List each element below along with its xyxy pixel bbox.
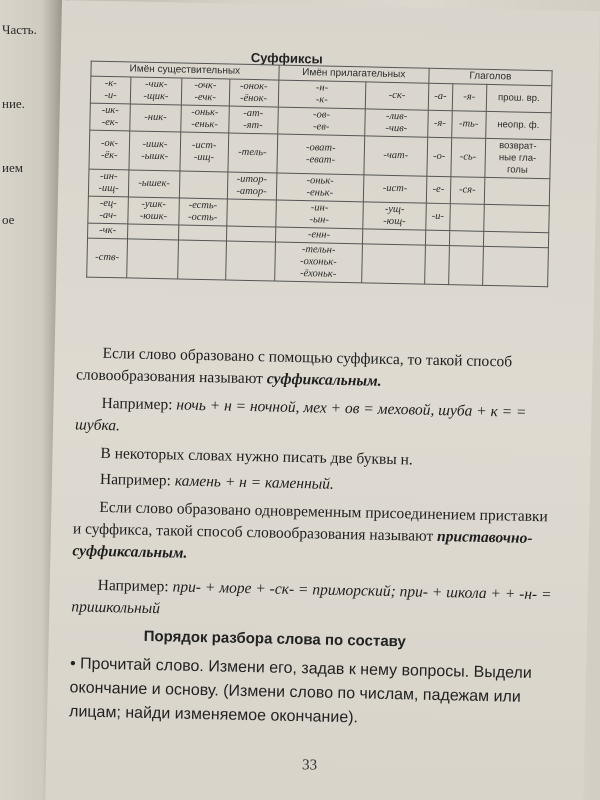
table-cell: -а- <box>428 83 453 110</box>
table-cell: -тель- <box>227 133 277 173</box>
table-cell: -ист- -ищ- <box>180 132 228 172</box>
table-cell: прош. вр. <box>486 84 552 112</box>
table-cell <box>225 241 275 281</box>
table-cell: -ущ- -ющ- <box>363 202 426 230</box>
table-cell <box>226 226 275 242</box>
table-cell: -ишк- -ышк- <box>129 131 181 171</box>
example-3 <box>71 574 552 628</box>
header-verbs: Глаголов <box>429 68 552 86</box>
table-cell: -чик- -щик- <box>130 77 181 105</box>
example-label: Например: <box>101 394 173 414</box>
table-cell <box>449 231 483 247</box>
example-1 <box>75 392 556 446</box>
paragraph-text: Если слово образовано одновременным присоединением приставки и суффикса, такой способ словообразования называют <box>72 498 548 545</box>
term-prefix-suffix: приставочно-суффиксальным. <box>72 527 533 562</box>
table-cell: -ышек- <box>128 170 179 198</box>
table-cell: -е- <box>426 176 451 203</box>
table-cell: -очк- -ечк- <box>181 78 229 106</box>
table-cell <box>362 244 426 284</box>
page-title: Суффиксы <box>250 49 323 67</box>
paragraph-text: Если слово образовано с помощью суффикса, то такой способ словообразования называют <box>75 344 513 388</box>
table-cell <box>450 204 484 232</box>
table-row <box>87 238 549 287</box>
example-label: Например: <box>97 576 169 596</box>
table-cell: -к- -и- <box>90 76 131 104</box>
table-cell: -лив- -чив- <box>365 109 428 137</box>
table-cell <box>179 171 227 199</box>
table-cell <box>178 225 226 241</box>
table-cell <box>425 230 449 245</box>
table-cell <box>483 204 549 232</box>
table-cell: -ин- -ын- <box>275 200 363 229</box>
table-cell: -ок- -ёк- <box>89 130 130 170</box>
table-cell: -ик- -ек- <box>90 103 131 131</box>
paragraph-double-n: В некоторых словах нужно писать две буквы н. <box>100 444 413 469</box>
table-cell <box>483 231 549 247</box>
term-suffixal: суффиксальным. <box>266 370 382 390</box>
left-page-text: Часть. <box>2 22 37 37</box>
table-cell <box>128 224 179 240</box>
table-cell: неопр. ф. <box>485 111 551 139</box>
example-text: камень + н = каменный. <box>174 472 335 493</box>
table-cell: -оньк- -еньк- <box>276 173 364 202</box>
example-text: ночь + н = ночной, мех + ов = меховой, шуба + к = = шубка. <box>74 396 527 435</box>
table-cell: -ин- -ищ- <box>88 169 129 197</box>
table-cell: -ся- <box>450 177 484 205</box>
table-cell: -есть- -ость- <box>179 198 227 226</box>
table-cell <box>482 246 548 286</box>
table-cell: -н- -к- <box>278 80 366 109</box>
left-page-text: ое <box>2 212 15 227</box>
table-cell: -ат- -ят- <box>228 106 278 134</box>
suffix-table-body <box>87 76 552 287</box>
table-cell: -итор- -атор- <box>227 172 277 200</box>
table-cell <box>424 245 449 284</box>
header-nouns: Имён существительных <box>91 61 279 80</box>
suffix-table <box>86 61 552 288</box>
table-cell: -оньк- -еньк- <box>181 105 229 133</box>
table-cell <box>363 229 426 245</box>
table-cell <box>448 246 483 286</box>
table-cell: -сь- <box>451 138 486 178</box>
table-cell: -чат- <box>364 136 428 176</box>
table-cell: -о- <box>427 137 452 176</box>
table-cell: возврат- ные гла- голы <box>485 138 551 178</box>
table-cell: -онок- -ёнок- <box>229 79 279 107</box>
table-cell: -чк- <box>88 223 128 239</box>
example-label: Например: <box>99 470 172 490</box>
bullet-paragraph: • Прочитай слово. Измени его, задав к нему вопросы. Выдели окончание и основу. (Измени слово по числам, падежам или лицам; найди изменяемое окончание). <box>68 655 532 727</box>
table-cell <box>127 239 179 279</box>
table-cell: -ств- <box>87 238 128 278</box>
paragraph-prefix-suffix <box>72 496 553 572</box>
table-cell: -ов- -ев- <box>277 107 365 136</box>
table-cell <box>484 177 550 205</box>
table-cell: -тельн- -охоньк- -ёхоньк- <box>274 242 362 283</box>
table-cell: -енн- <box>275 227 363 244</box>
table-cell: -оват- -еват- <box>277 134 365 175</box>
table-cell: -ец- -ач- <box>88 196 129 224</box>
table-cell: -ист- <box>363 175 426 203</box>
header-adjectives: Имён прилагательных <box>278 65 429 83</box>
table-cell <box>178 240 226 280</box>
book-page <box>45 0 600 800</box>
table-cell: -ушк- -юшк- <box>128 197 179 225</box>
table-cell: -ск- <box>365 82 428 110</box>
left-page-text: ием <box>2 160 23 175</box>
table-cell: -я- <box>452 84 486 112</box>
page-number: 33 <box>301 757 318 774</box>
paragraph-suffixal <box>76 342 557 396</box>
left-page-text: ние. <box>2 96 25 111</box>
table-cell: -ть- <box>451 111 485 139</box>
table-cell: -ник- <box>130 104 181 132</box>
section-title: Порядок разбора слова по составу <box>143 627 406 651</box>
example-2 <box>74 468 554 500</box>
example-text: при- + море + -ск- = приморский; при- + школа + + -н- = пришкольный <box>71 578 552 618</box>
table-cell: -и- <box>426 203 451 230</box>
table-cell <box>226 199 276 227</box>
table-cell: -я- <box>428 110 453 137</box>
